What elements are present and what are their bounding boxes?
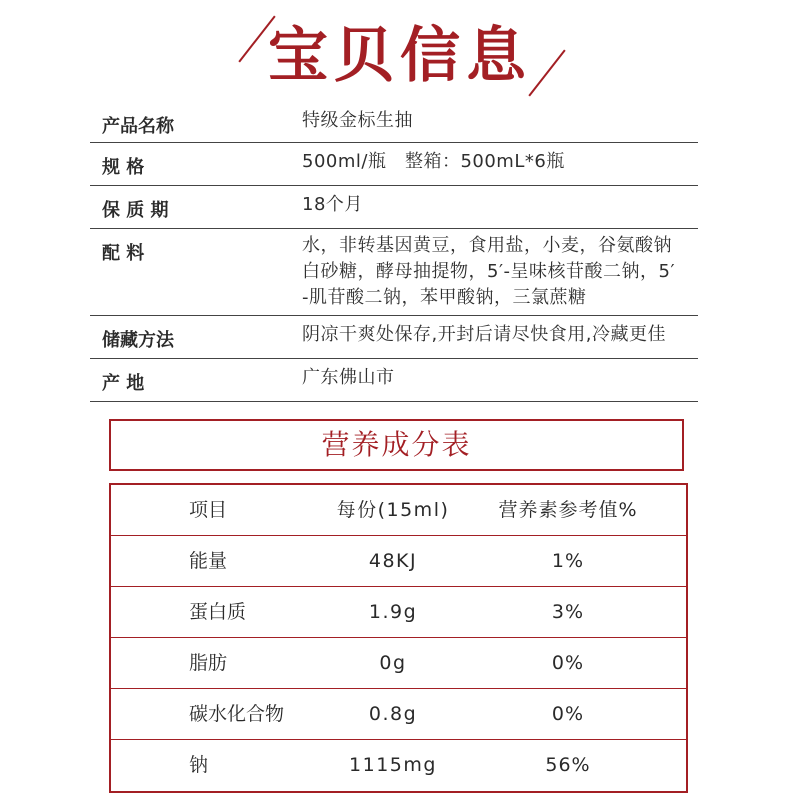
nutrition-cell: 1% [551, 550, 585, 572]
info-row [90, 359, 698, 402]
nutrition-table-title: 营养成分表 [109, 419, 684, 471]
nutrition-row [111, 536, 686, 587]
info-value-line: -肌苷酸二钠，苯甲酸钠，三氯蔗糖 [302, 287, 587, 308]
page-title: 宝贝信息 [268, 21, 532, 91]
info-value [302, 322, 702, 348]
info-row [90, 316, 698, 359]
nutrition-cell: 蛋白质 [189, 601, 247, 623]
info-label: 产品名称 [102, 116, 174, 137]
info-value-line: 白砂糖，酵母抽提物，5′-呈味核苷酸二钠，5′ [302, 261, 676, 282]
info-label: 规 格 [102, 157, 145, 178]
nutrition-cell: 0% [551, 703, 585, 725]
info-label: 储藏方法 [102, 330, 174, 351]
info-value-line: 广东佛山市 [302, 367, 395, 388]
info-row [90, 186, 698, 229]
nutrition-cell: 48KJ [368, 550, 418, 572]
nutrition-row [111, 689, 686, 740]
product-info-table [90, 102, 698, 402]
nutrition-row [111, 587, 686, 638]
nutrition-table [109, 483, 688, 793]
info-label: 保 质 期 [102, 200, 169, 221]
info-value [302, 365, 702, 391]
nutrition-header-cell: 营养素参考值% [498, 499, 638, 521]
nutrition-row [111, 638, 686, 689]
nutrition-cell: 脂肪 [189, 652, 228, 674]
nutrition-header-cell: 项目 [189, 499, 228, 521]
info-value [302, 149, 702, 175]
nutrition-cell: 3% [551, 601, 585, 623]
nutrition-cell: 能量 [189, 550, 228, 572]
info-value-line: 500ml/瓶 整箱：500mL*6瓶 [302, 151, 565, 172]
info-value [302, 192, 702, 218]
info-value-line: 18个月 [302, 194, 363, 215]
info-label: 配 料 [102, 243, 145, 264]
info-row [90, 143, 698, 186]
info-row [90, 229, 698, 316]
nutrition-cell: 1115mg [349, 754, 437, 776]
info-value [302, 233, 702, 311]
nutrition-cell: 0.8g [368, 703, 418, 725]
nutrition-header-row [111, 485, 686, 536]
info-value-line: 特级金标生抽 [302, 110, 413, 131]
nutrition-cell: 1.9g [368, 601, 418, 623]
nutrition-cell: 钠 [189, 754, 209, 776]
nutrition-cell: 56% [545, 754, 591, 776]
nutrition-row [111, 740, 686, 790]
nutrition-cell: 0% [551, 652, 585, 674]
info-value-line: 阴凉干爽处保存,开封后请尽快食用,冷藏更佳 [302, 324, 666, 345]
info-value-line: 水，非转基因黄豆，食用盐，小麦，谷氨酸钠 [302, 235, 672, 256]
nutrition-cell: 0g [379, 652, 407, 674]
info-label: 产 地 [102, 373, 145, 394]
nutrition-header-cell: 每份(15ml) [336, 499, 450, 521]
info-row [90, 102, 698, 143]
info-value [302, 108, 702, 134]
nutrition-cell: 碳水化合物 [189, 703, 285, 725]
